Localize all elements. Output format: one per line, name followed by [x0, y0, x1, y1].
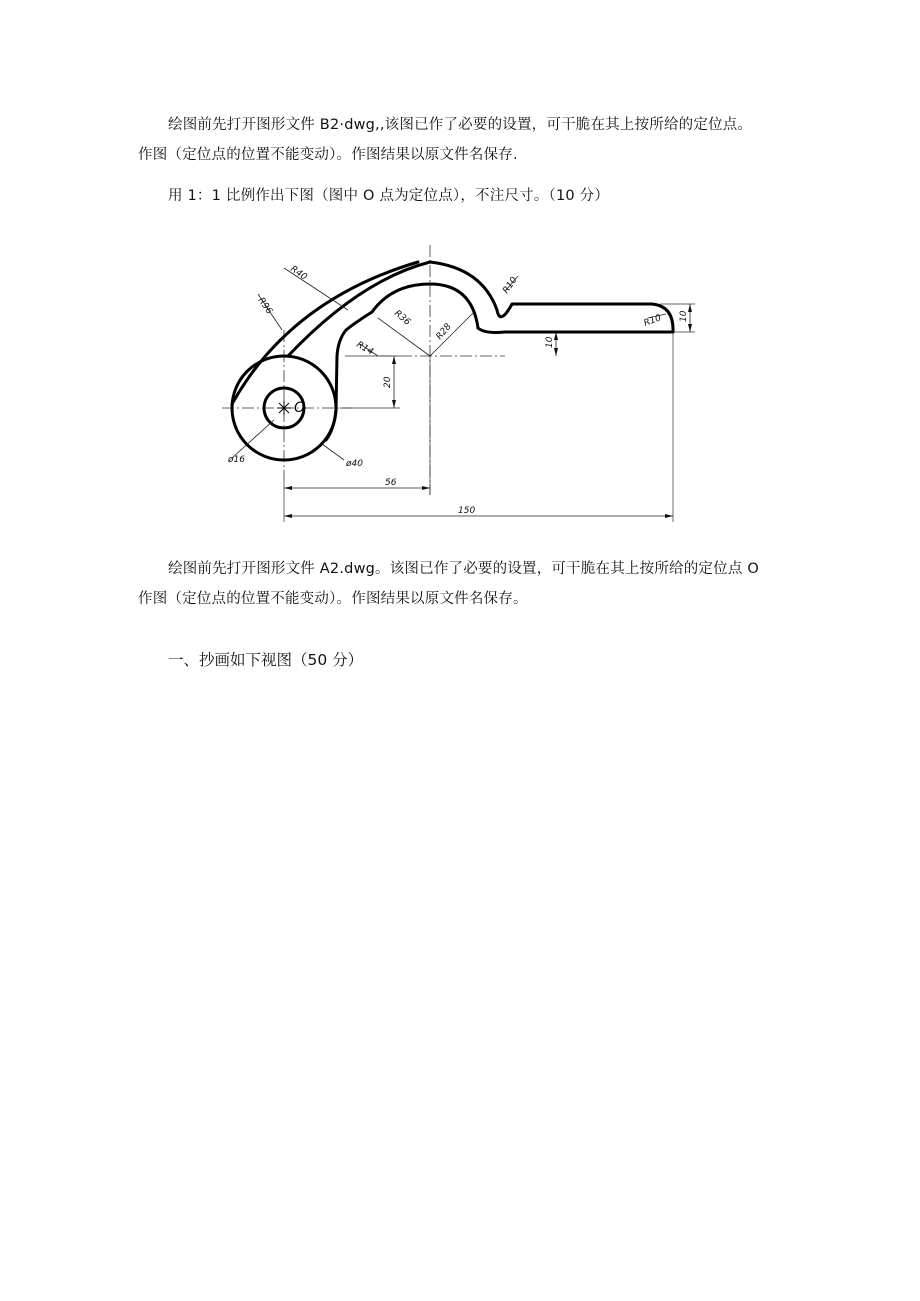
dim-r10-end: R10	[642, 313, 663, 329]
dim-phi40: ø40	[346, 459, 363, 469]
part-outline	[232, 262, 673, 460]
dim-150: 150	[458, 506, 476, 516]
dim-10-right: 10	[679, 310, 689, 322]
paragraph-line: 作图（定位点的位置不能变动）。作图结果以原文件名保存.	[138, 147, 518, 163]
arrowheads	[284, 304, 692, 518]
dim-56: 56	[385, 478, 397, 488]
locating-point-o	[277, 401, 291, 415]
paragraph-line: 绘图前先打开图形文件 A2.dwg。该图已作了必要的设置，可干脆在其上按所给的定位点 O	[168, 561, 759, 577]
dim-r14: R14	[354, 339, 375, 358]
instruction-paragraph-a2	[138, 554, 798, 614]
dim-phi16: ø16	[228, 455, 245, 465]
section-heading: 一、抄画如下视图（50 分）	[168, 651, 364, 669]
paragraph-line: 作图（定位点的位置不能变动）。作图结果以原文件名保存。	[138, 591, 528, 607]
dim-r36: R36	[392, 308, 413, 328]
dim-20: 20	[383, 376, 393, 388]
paragraph-line: 绘图前先打开图形文件 B2·dwg,,该图已作了必要的设置，可干脆在其上按所给的定位点。	[168, 117, 753, 133]
point-label-o: O	[294, 400, 306, 416]
dim-r28: R28	[434, 321, 454, 342]
dim-10-mid: 10	[545, 336, 555, 348]
dim-r96: R96	[255, 295, 274, 317]
paragraph-line: 用 1：1 比例作出下图（图中 O 点为定位点），不注尺寸。（10 分）	[168, 188, 610, 204]
dim-r10-top: R10	[501, 275, 520, 296]
extension-lines	[284, 304, 695, 522]
dim-r40: R40	[288, 264, 309, 283]
